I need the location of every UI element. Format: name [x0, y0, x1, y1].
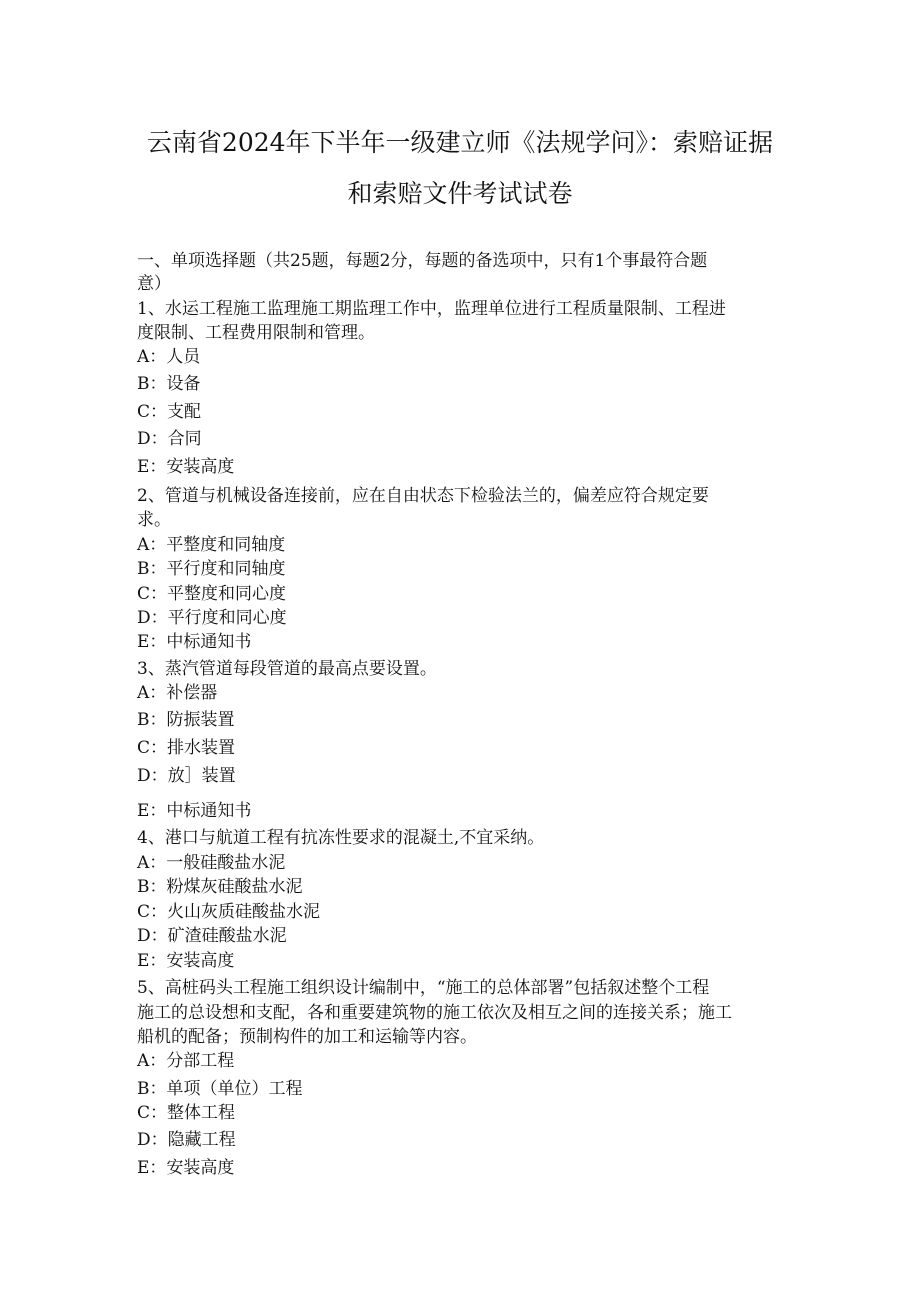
question-3-option-c: C：排水装置	[137, 738, 236, 758]
question-4-option-c: C：火山灰质硅酸盐水泥	[137, 902, 321, 922]
section-heading-continued: 意）	[137, 274, 171, 294]
document-title-line-2: 和索赔文件考试试卷	[347, 179, 573, 208]
section-heading: 一、单项选择题（共25题，每题2分，每题的备选项中，只有1个事最符合题	[137, 251, 708, 271]
question-1-stem: 1、水运工程施工监理施工期监理工作中，监理单位进行工程质量限制、工程进	[137, 299, 726, 319]
question-1-stem-continued: 度限制、工程费用限制和管理。	[137, 323, 375, 343]
question-5-option-d: D：隐藏工程	[137, 1130, 236, 1150]
question-2-option-b: B：平行度和同轴度	[137, 559, 286, 579]
question-2-option-c: C：平整度和同心度	[137, 584, 287, 604]
question-5-stem-continued-1: 施工的总设想和支配，各和重要建筑物的施工依次及相互之间的连接关系；施工	[137, 1003, 732, 1023]
question-4-stem: 4、港口与航道工程有抗冻性要求的混凝土,不宜采纳。	[137, 828, 545, 848]
question-3-option-a: A：补偿器	[137, 683, 218, 703]
question-1-option-e: E：安装高度	[137, 457, 235, 477]
question-2-option-e: E：中标通知书	[137, 632, 252, 652]
question-2-option-d: D：平行度和同心度	[137, 608, 287, 628]
question-5-option-c: C：整体工程	[137, 1103, 236, 1123]
question-4-option-a: A：一般硅酸盐水泥	[137, 853, 286, 873]
question-5-stem: 5、高桩码头工程施工组织设计编制中，“施工的总体部署”包括叙述整个工程	[137, 978, 710, 998]
question-1-option-b: B：设备	[137, 374, 201, 394]
question-2-option-a: A：平整度和同轴度	[137, 535, 286, 555]
question-5-option-b: B：单项（单位）工程	[137, 1079, 303, 1099]
question-4-option-e: E：安装高度	[137, 951, 235, 971]
question-5-option-a: A：分部工程	[137, 1051, 235, 1071]
question-3-option-e: E：中标通知书	[137, 801, 252, 821]
question-1-option-c: C：支配	[137, 402, 202, 422]
question-4-option-b: B：粉煤灰硅酸盐水泥	[137, 877, 303, 897]
question-4-option-d: D：矿渣硅酸盐水泥	[137, 926, 287, 946]
question-3-option-d: D：放］装置	[137, 766, 236, 786]
document-title-line-1: 云南省2024年下半年一级建立师《法规学问》：索赔证据	[146, 128, 774, 157]
question-1-option-a: A：人员	[137, 347, 201, 367]
question-2-stem: 2、管道与机械设备连接前，应在自由状态下检验法兰的，偏差应符合规定要	[137, 486, 709, 506]
question-1-option-d: D：合同	[137, 429, 202, 449]
question-3-stem: 3、蒸汽管道每段管道的最高点要设置。	[137, 659, 437, 679]
question-2-stem-continued: 求。	[137, 510, 171, 530]
question-5-option-e: E：安装高度	[137, 1158, 235, 1178]
question-3-option-b: B：防振装置	[137, 710, 235, 730]
question-5-stem-continued-2: 船机的配备；预制构件的加工和运输等内容。	[137, 1027, 477, 1047]
